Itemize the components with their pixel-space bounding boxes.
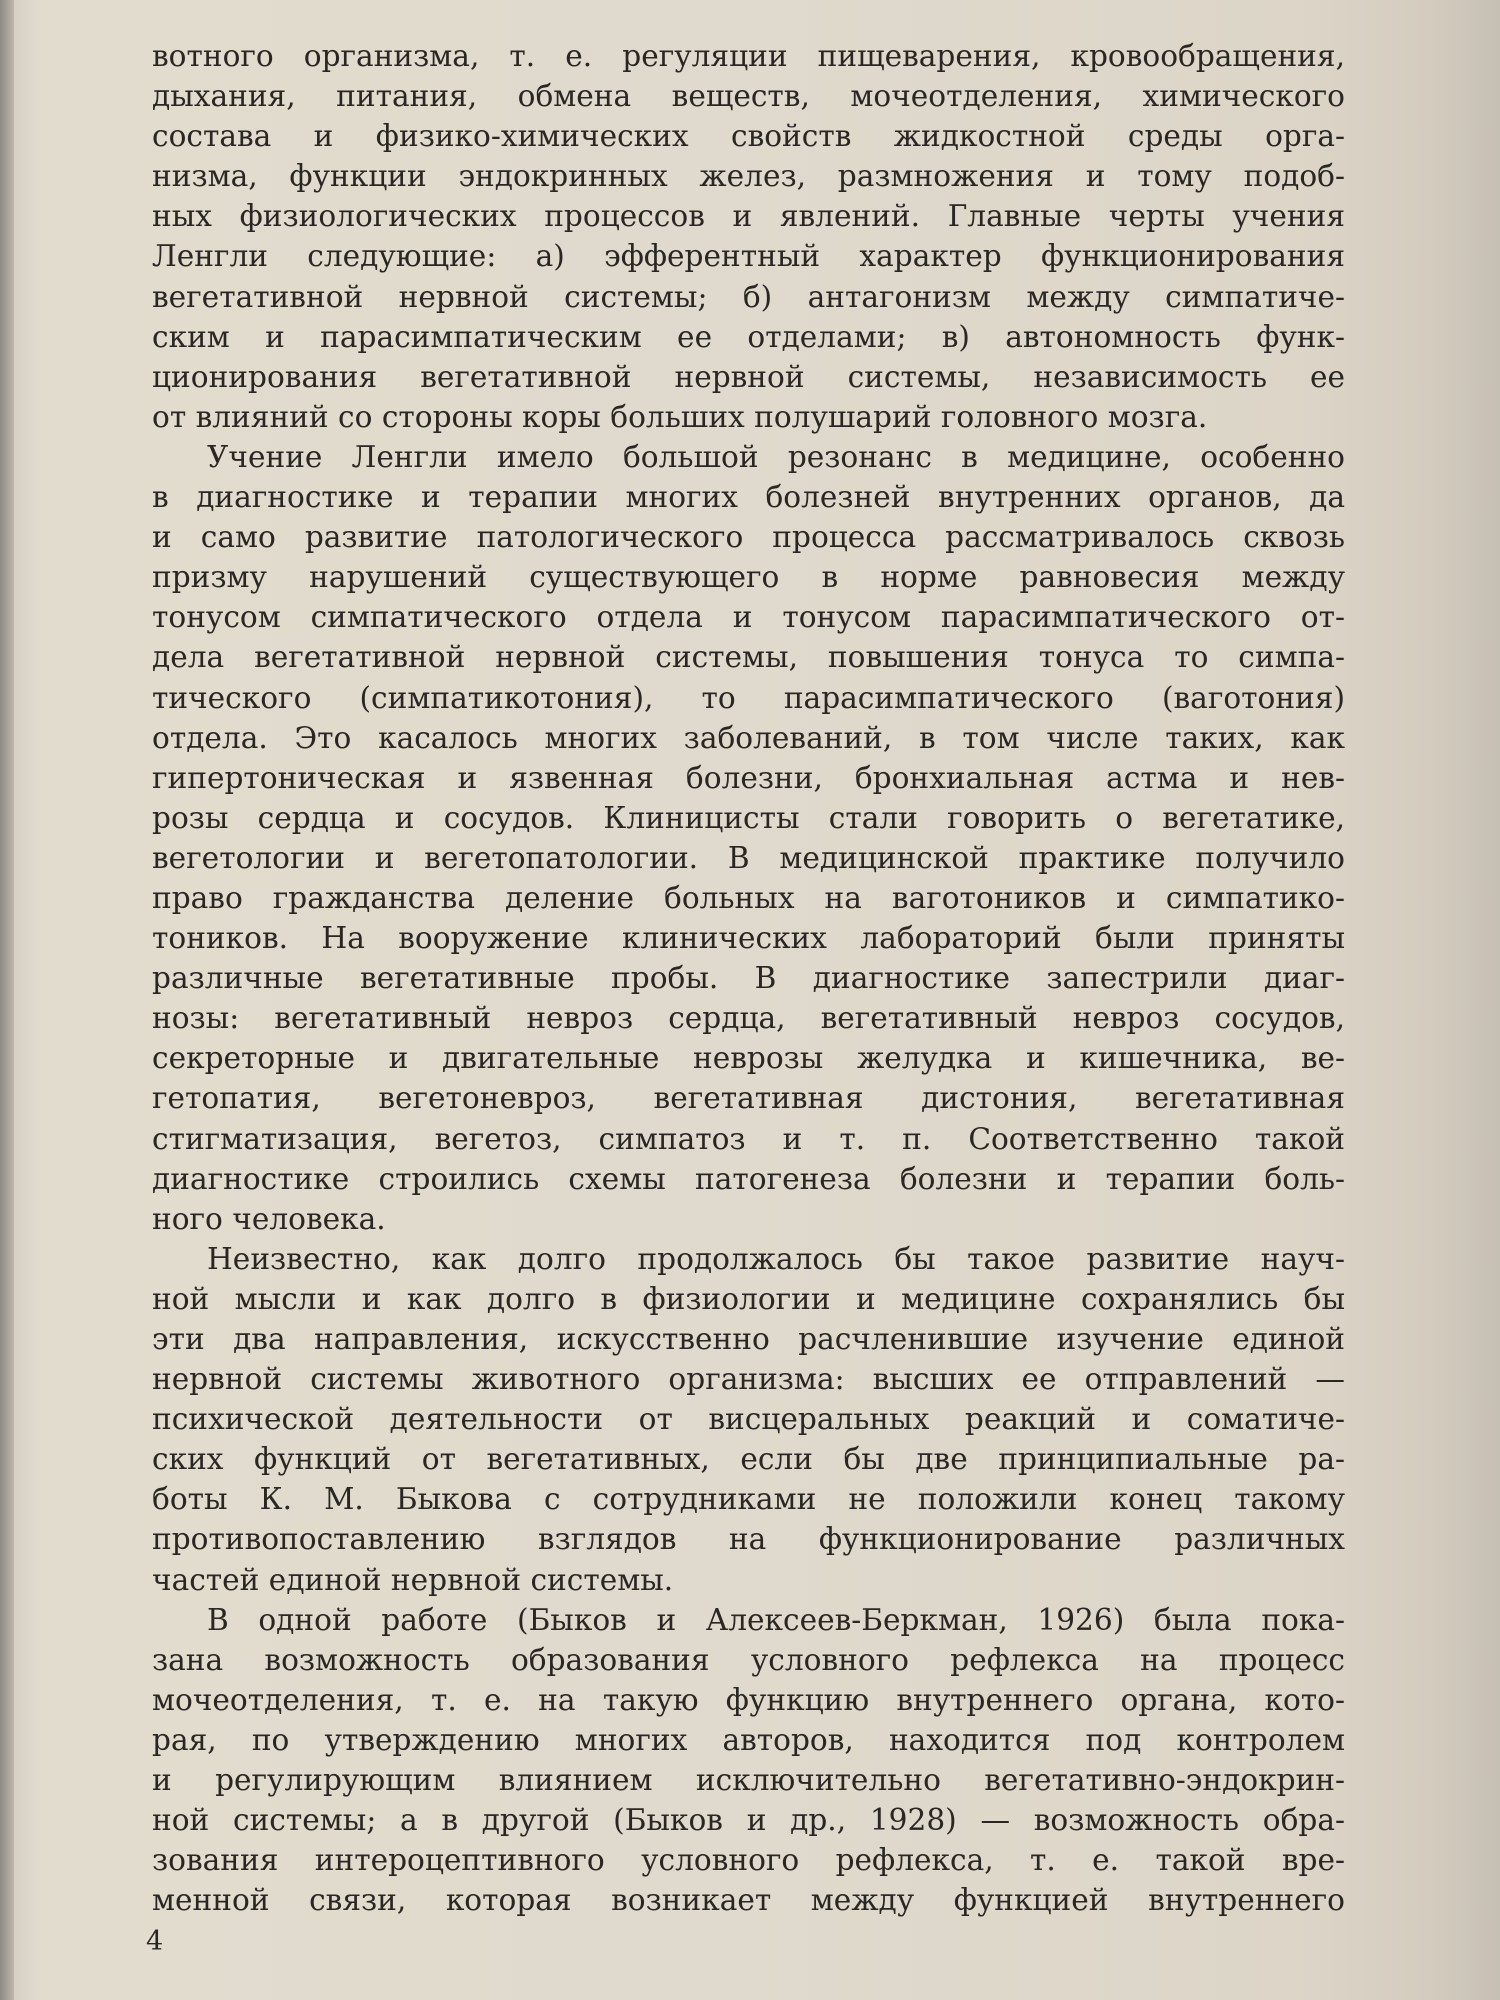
text-line: В одной работе (Быков и Алексеев-Беркман, 1926) была пока- xyxy=(207,1602,1345,1637)
text-line: ских функций от вегетативных, если бы две принципиальные ра- xyxy=(152,1442,1345,1477)
text-line: противопоставлению взглядов на функционирование различных xyxy=(152,1522,1345,1557)
text-line: Учение Ленгли имело большой резонанс в медицине, особенно xyxy=(207,439,1345,474)
text-line: отдела. Это касалось многих заболеваний, в том числе таких, как xyxy=(152,720,1345,755)
text-line: секреторные и двигательные неврозы желудка и кишечника, ве- xyxy=(152,1041,1345,1076)
text-line: ским и парасимпатическим ее отделами; в) автономность функ- xyxy=(152,319,1345,354)
text-line: право гражданства деление больных на ваготоников и симпатико- xyxy=(152,880,1345,915)
text-line: боты К. М. Быкова с сотрудниками не положили конец такому xyxy=(152,1482,1345,1517)
text-line: эти два направления, искусственно расчленившие изучение единой xyxy=(152,1322,1345,1356)
text-line: психической деятельности от висцеральных реакций и соматиче- xyxy=(152,1402,1345,1437)
text-line: дела вегетативной нервной системы, повышения тонуса то симпа- xyxy=(152,640,1345,675)
text-line: и регулирующим влиянием исключительно вегетативно-эндокрин- xyxy=(152,1763,1345,1798)
text-line: ционирования вегетативной нервной системы, независимость ее xyxy=(152,359,1345,394)
text-line: вегетативной нервной системы; б) антагонизм между симпатиче- xyxy=(152,279,1345,314)
text-line: в диагностике и терапии многих болезней внутренних органов, да xyxy=(152,480,1345,515)
text-line: различные вегетативные пробы. В диагностике запестрили диаг- xyxy=(152,961,1345,996)
page-binding-edge xyxy=(0,0,14,2000)
body-text xyxy=(152,36,1345,1920)
text-line: состава и физико-химических свойств жидкостной среды орга- xyxy=(152,119,1345,154)
text-line: зования интероцептивного условного рефлекса, т. е. такой вре- xyxy=(152,1843,1345,1878)
text-line: ной системы; а в другой (Быков и др., 1928) — возможность обра- xyxy=(152,1803,1345,1838)
text-line: тоников. На вооружение клинических лабораторий были приняты xyxy=(152,921,1345,956)
text-line: и само развитие патологического процесса рассматривалось сквозь xyxy=(152,520,1345,555)
text-line: ной мысли и как долго в физиологии и медицине сохранялись бы xyxy=(152,1281,1345,1316)
text-line: зана возможность образования условного рефлекса на процесс xyxy=(152,1642,1345,1677)
text-line: гипертоническая и язвенная болезни, бронхиальная астма и нев- xyxy=(152,760,1345,795)
text-line: Неизвестно, как долго продолжалось бы такое развитие науч- xyxy=(207,1241,1345,1276)
text-line: от влияний со стороны коры больших полушарий головного мозга. xyxy=(152,399,1208,434)
text-line: ных физиологических процессов и явлений. Главные черты учения xyxy=(152,199,1345,234)
text-line: Ленгли следующие: а) эфферентный характер функционирования xyxy=(152,239,1345,274)
text-line: призму нарушений существующего в норме равновесия между xyxy=(152,560,1345,595)
text-line: тического (симпатикотония), то парасимпатического (ваготония) xyxy=(152,680,1345,715)
text-line: мочеотделения, т. е. на такую функцию внутреннего органа, кото- xyxy=(152,1682,1345,1717)
text-line: низма, функции эндокринных желез, размножения и тому подоб- xyxy=(152,159,1345,194)
text-line: менной связи, которая возникает между функцией внутреннего xyxy=(152,1883,1345,1918)
text-line: вегетологии и вегетопатологии. В медицинской практике получило xyxy=(152,840,1345,875)
text-line: рая, по утверждению многих авторов, находится под контролем xyxy=(152,1722,1345,1757)
text-line: стигматизация, вегетоз, симпатоз и т. п. Соответственно такой xyxy=(152,1121,1345,1156)
text-line: розы сердца и сосудов. Клиницисты стали говорить о вегетатике, xyxy=(152,800,1345,835)
text-line: гетопатия, вегетоневроз, вегетативная дистония, вегетативная xyxy=(152,1081,1345,1116)
text-line: вотного организма, т. е. регуляции пищеварения, кровообращения, xyxy=(152,39,1345,73)
text-line: нозы: вегетативный невроз сердца, вегетативный невроз сосудов, xyxy=(152,1001,1345,1036)
text-line: ного человека. xyxy=(152,1201,386,1236)
text-line: диагностике строились схемы патогенеза болезни и терапии боль- xyxy=(152,1161,1345,1196)
text-line: нервной системы животного организма: высших ее отправлений — xyxy=(152,1362,1345,1397)
text-line: тонусом симпатического отдела и тонусом парасимпатического от- xyxy=(152,600,1345,635)
text-line: дыхания, питания, обмена веществ, мочеотделения, химического xyxy=(152,79,1345,114)
text-line: частей единой нервной системы. xyxy=(152,1562,674,1597)
page-number: 4 xyxy=(146,1926,164,1957)
